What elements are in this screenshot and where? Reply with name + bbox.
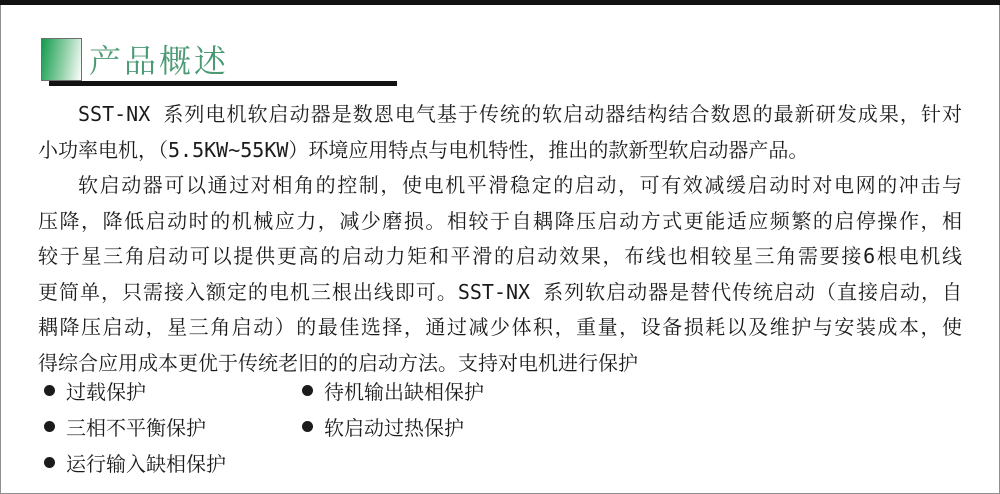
top-rule-divider <box>0 0 1000 5</box>
bullet-item <box>302 408 484 444</box>
protection-list-right-column <box>302 372 484 444</box>
title-underline-rule <box>49 81 397 86</box>
bullet-icon <box>44 385 55 396</box>
bullet-item <box>44 372 226 408</box>
paragraph-1 <box>38 97 962 168</box>
section-title: 产品概述 <box>89 43 230 79</box>
bullet-label: 待机输出缺相保护 <box>324 379 484 404</box>
paragraph-line: 更简单，只需接入额定的电机三根出线即可。SST-NX 系列软启动器是替代传统启动（直接启动，自 <box>38 279 962 304</box>
paragraph-2 <box>38 168 962 381</box>
paragraph-line: 小功率电机，（5.5KW~55KW）环境应用特点与电机特性，推出的款新型软启动器产品。 <box>38 137 809 162</box>
product-overview-body <box>38 97 962 381</box>
bullet-label: 过载保护 <box>66 379 146 404</box>
paragraph-line: 耦降压启动，星三角启动）的最佳选择，通过减少体积，重量，设备损耗以及维护与安装成本，使 <box>38 315 962 339</box>
bullet-item <box>44 444 226 480</box>
bullet-icon <box>44 457 55 468</box>
protection-list-left-column <box>44 372 226 480</box>
bullet-label: 三相不平衡保护 <box>66 415 206 440</box>
bullet-label: 软启动过热保护 <box>324 415 464 440</box>
bullet-item <box>44 408 226 444</box>
paragraph-line: SST-NX 系列电机软启动器是数恩电气基于传统的软启动器结构结合数恩的最新研发成果，针对 <box>78 102 962 126</box>
paragraph-line: 压降，降低启动时的机械应力，减少磨损。相较于自耦降压启动方式更能适应频繁的启停操作，相 <box>38 208 962 233</box>
bullet-icon <box>44 421 55 432</box>
paragraph-line: 软启动器可以通过对相角的控制，使电机平滑稳定的启动，可有效减缓启动时对电网的冲击与 <box>78 173 962 197</box>
paragraph-line: 得综合应用成本更优于传统老旧的的启动方法。支持对电机进行保护 <box>38 350 638 375</box>
bullet-label: 运行输入缺相保护 <box>66 451 226 476</box>
bullet-icon <box>302 385 313 396</box>
paragraph-line: 较于星三角启动可以提供更高的启动力矩和平滑的启动效果，布线也相较星三角需要接6根电机线 <box>38 244 962 268</box>
bullet-icon <box>302 421 313 432</box>
green-gradient-accent-square <box>41 38 82 81</box>
bullet-item <box>302 372 484 408</box>
